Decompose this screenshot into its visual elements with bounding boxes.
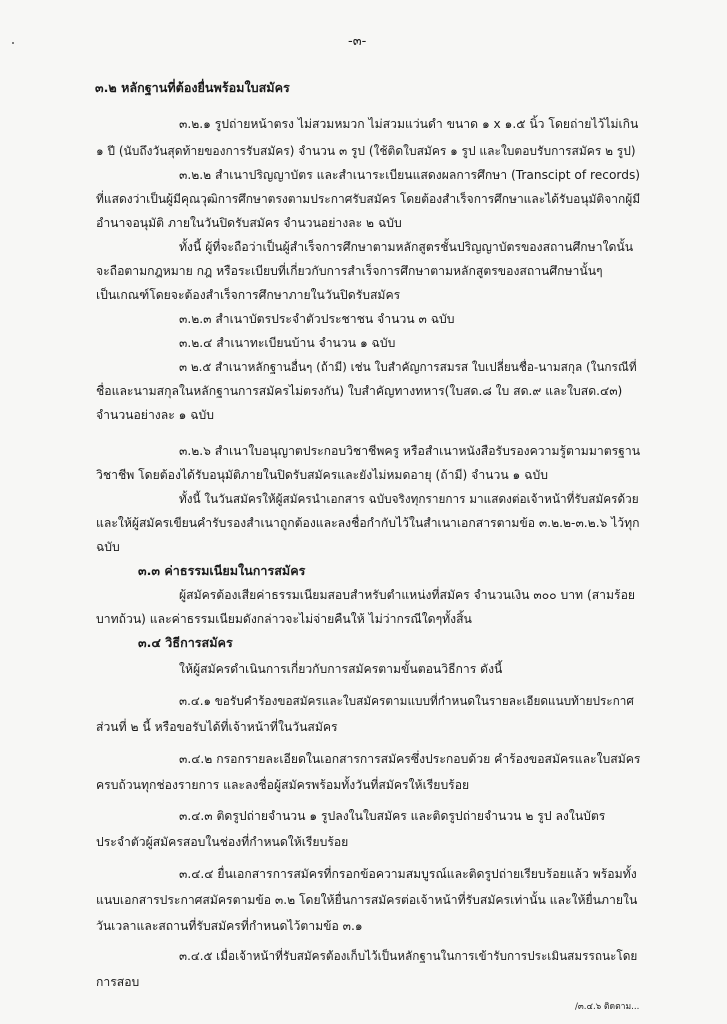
text-line: ๓.๔.๒ กรอกรายละเอียดในเอกสารการสมัครซึ่งประกอบด้วย คำร้องขอสมัครและใบสมัคร [179,752,641,766]
text-line: ส่วนที่ ๒ นี้ หรือขอรับได้ที่เจ้าหน้าที่ในวันสมัคร [96,720,338,734]
text-line: ประจำตัวผู้สมัครสอบในช่องที่กำหนดให้เรียบร้อย [96,835,349,849]
text-line: วิชาชีพ โดยต้องได้รับอนุมัติภายในปิดรับสมัครและยังไม่หมดอายุ (ถ้ามี) จำนวน ๑ ฉบับ [96,468,548,482]
text-line: ฉบับ [96,540,120,554]
scan-speck [12,42,14,44]
text-line: ทั้งนี้ ผู้ที่จะถือว่าเป็นผู้สำเร็จการศึกษาตามหลักสูตรชั้นปริญญาบัตรของสถานศึกษาใดนั้น [179,240,634,254]
text-line: วันเวลาและสถานที่รับสมัครที่กำหนดไว้ตามข้อ ๓.๑ [96,919,363,933]
text-line: ๓.๔.๕ เมื่อเจ้าหน้าที่รับสมัครต้องเก็บไว้เป็นหลักฐานในการเข้ารับการประเมินสมรรถนะโดย [179,949,638,963]
text-line: ครบถ้วนทุกช่องรายการ และลงชื่อผู้สมัครพร้อมทั้งวันที่สมัครให้เรียบร้อย [96,778,470,792]
text-line: และให้ผู้สมัครเขียนคำรับรองสำเนาถูกต้องและลงชื่อกำกับไว้ในสำเนาเอกสารตามข้อ ๓.๒.๒-๓.๒.๖ ไว้ทุก [96,516,640,530]
text-line: ชื่อและนามสกุลในหลักฐานการสมัครไม่ตรงกัน) ใบสำคัญทางทหาร(ใบสด.๘ ใบ สด.๙ และใบสด.๔๓) [96,384,623,398]
text-line: การสอบ [96,975,140,989]
heading-3-3: ๓.๓ ค่าธรรมเนียมในการสมัคร [138,563,306,578]
text-line: ๓.๒.๔ สำเนาทะเบียนบ้าน จำนวน ๑ ฉบับ [179,336,396,350]
text-line: ๑ ปี (นับถึงวันสุดท้ายของการรับสมัคร) จำนวน ๓ รูป (ใช้ติดใบสมัคร ๑ รูป และใบตอบรับการสมัคร ๒ รูป) [96,144,636,158]
text-line: บาทถ้วน) และค่าธรรมเนียมดังกล่าวจะไม่จ่ายคืนให้ ไม่ว่ากรณีใดๆทั้งสิ้น [96,612,472,626]
text-line: อำนาจอนุมัติ ภายในวันปิดรับสมัคร จำนวนอย่างละ ๒ ฉบับ [96,216,402,230]
text-line: ๓.๒.๑ รูปถ่ายหน้าตรง ไม่สวมหมวก ไม่สวมแว่นดำ ขนาด ๑ x ๑.๕ นิ้ว โดยถ่ายไว้ไม่เกิน [179,117,639,131]
text-line: แนบเอกสารประกาศสมัครตามข้อ ๓.๒ โดยให้ยื่นการสมัครต่อเจ้าหน้าที่รับสมัครเท่านั้น และให้ยื่นภายใน [96,893,638,907]
page-number: -๓- [348,34,367,49]
text-line: ที่แสดงว่าเป็นผู้มีคุณวุฒิการศึกษาตรงตามประกาศรับสมัคร โดยต้องสำเร็จการศึกษาและได้รับอนุมัติจากผู้มี [96,192,641,206]
text-line: ๓.๒.๒ สำเนาปริญญาบัตร และสำเนาระเบียนแสดงผลการศึกษา (Transcipt of records) [179,168,641,182]
text-line: ๓.๔.๓ ติดรูปถ่ายจำนวน ๑ รูปลงในใบสมัคร และติดรูปถ่ายจำนวน ๒ รูป ลงในบัตร [179,809,606,823]
continuation-footer: /๓.๔.๖ ติดตาม... [575,1002,640,1012]
text-line: ๓.๒.๖ สำเนาใบอนุญาตประกอบวิชาชีพครู หรือสำเนาหนังสือรับรองความรู้ตามมาตรฐาน [179,444,641,458]
text-line: ให้ผู้สมัครดำเนินการเกี่ยวกับการสมัครตามขั้นตอนวิธีการ ดังนี้ [179,662,503,676]
text-line: ๓.๔.๑ ขอรับคำร้องขอสมัครและใบสมัครตามแบบที่กำหนดในรายละเอียดแนบท้ายประกาศ [179,694,634,708]
text-line: เป็นเกณฑ์โดยจะต้องสำเร็จการศึกษาภายในวันปิดรับสมัคร [96,288,401,302]
text-line: ๓.๔.๔ ยื่นเอกสารการสมัครที่กรอกข้อความสมบูรณ์และติดรูปถ่ายเรียบร้อยแล้ว พร้อมทั้ง [179,867,637,881]
heading-3-2: ๓.๒ หลักฐานที่ต้องยื่นพร้อมใบสมัคร [95,80,290,95]
heading-3-4: ๓.๔ วิธีการสมัคร [138,635,233,650]
text-line: จะถือตามกฎหมาย กฎ หรือระเบียบที่เกี่ยวกับการสำเร็จการศึกษาตามหลักสูตรของสถานศึกษานั้นๆ [96,264,603,278]
text-line: จำนวนอย่างละ ๑ ฉบับ [96,408,215,422]
text-line: ผู้สมัครต้องเสียค่าธรรมเนียมสอบสำหรับตำแหน่งที่สมัคร จำนวนเงิน ๓๐๐ บาท (สามร้อย [179,588,636,602]
text-line: ๓.๒.๓ สำเนาบัตรประจำตัวประชาชน จำนวน ๓ ฉบับ [179,312,455,326]
text-line: ๓ ๒.๕ สำเนาหลักฐานอื่นๆ (ถ้ามี) เช่น ใบสำคัญการสมรส ใบเปลี่ยนชื่อ-นามสกุล (ในกรณีที่ [179,360,637,374]
text-line: ทั้งนี้ ในวันสมัครให้ผู้สมัครนำเอกสาร ฉบับจริงทุกรายการ มาแสดงต่อเจ้าหน้าที่รับสมัครด้วย [179,492,639,506]
